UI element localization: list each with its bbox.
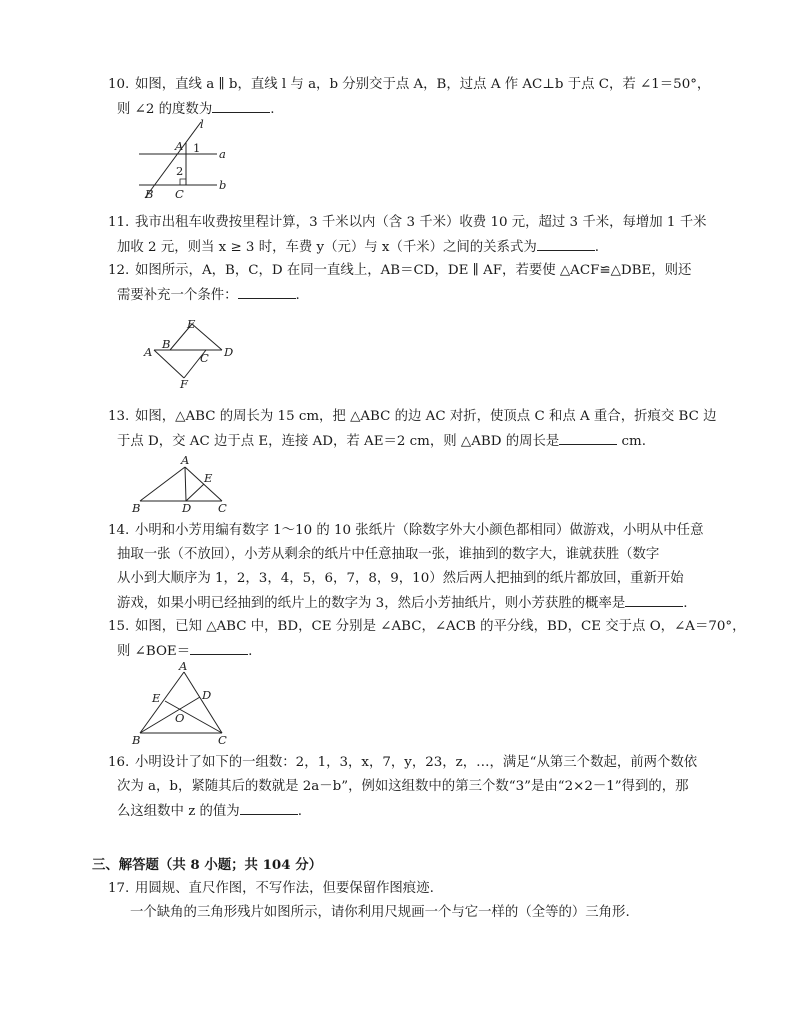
q10-label-2: 2 <box>176 164 184 178</box>
q11-line2: 加收 2 元，则当 x ≥ 3 时，车费 y（元）与 x（千米）之间的关系式为 . <box>117 240 600 255</box>
q14-line1: 小明和小芳用编有数字 1～10 的 10 张纸片（除数字外大小颜色都相同）做游戏，小明从中任意 <box>135 523 704 538</box>
q15-line2: 则 ∠BOE＝ . <box>117 644 253 659</box>
q14-number: 14. <box>108 523 130 538</box>
section-title: 三、解答题（共 8 小题；共 104 分） <box>92 857 322 873</box>
q17-line2: 一个缺角的三角形残片如图所示，请你利用尺规画一个与它一样的（全等的）三角形. <box>130 905 630 920</box>
q10-label-A: A <box>175 139 184 153</box>
q17-number: 17. <box>108 881 130 896</box>
q10-label-l: l <box>200 117 204 131</box>
q13-label-B: B <box>132 501 141 515</box>
q10-number: 10. <box>108 77 130 92</box>
q12-answer-blank <box>238 286 296 299</box>
q16-number: 16. <box>108 755 130 770</box>
q15-label-B: B <box>132 733 141 747</box>
q14-line3: 从小到大顺序为 1，2，3，4，5，6，7，8，9，10）然后两人把抽到的纸片都放回，重新开始 <box>117 571 684 586</box>
q16-line2: 次为 a，b，紧随其后的数就是 2a－b”，例如这组数中的第三个数“3”是由“2×2－1”得到的，那 <box>117 779 689 794</box>
q12-label-D: D <box>224 345 234 359</box>
q12-label-B: B <box>162 337 171 351</box>
q16-answer-blank <box>240 802 298 815</box>
q12-line1: 如图所示，A，B，C，D 在同一直线上，AB＝CD，DE ∥ AF，若要使 △ACF≌△DBE，则还 <box>135 263 692 278</box>
q12-label-E: E <box>187 317 196 331</box>
q10-label-b: b <box>219 178 227 192</box>
q13-label-D: D <box>182 501 192 515</box>
q11-line1: 我市出租车收费按里程计算，3 千米以内（含 3 千米）收费 10 元，超过 3 千米，每增加 1 千米 <box>135 215 707 230</box>
q14-line2: 抽取一张（不放回），小芳从剩余的纸片中任意抽取一张，谁抽到的数字大，谁就获胜（数字 <box>117 547 660 562</box>
q13-number: 13. <box>108 409 130 424</box>
q13-label-C: C <box>218 501 227 515</box>
q15-label-A: A <box>179 659 188 673</box>
q12-line2: 需要补充一个条件： . <box>117 288 300 303</box>
q13-line2: 于点 D，交 AC 边于点 E，连接 AD，若 AE＝2 cm，则 △ABD 的周长是 cm. <box>117 434 647 449</box>
q10-label-a: a <box>219 147 226 161</box>
q13-answer-blank <box>559 432 617 445</box>
q10-answer-blank <box>212 100 270 113</box>
q16-line3: 么这组数中 z 的值为 . <box>117 804 302 819</box>
q15-number: 15. <box>108 619 130 634</box>
q15-label-O: O <box>175 711 185 725</box>
q17-line1: 用圆规、直尺作图，不写作法，但要保留作图痕迹. <box>135 881 434 896</box>
q10-label-C: C <box>175 187 184 201</box>
q13-label-E: E <box>204 471 213 485</box>
q15-label-D: D <box>202 688 212 702</box>
q13-line1: 如图，△ABC 的周长为 15 cm，把 △ABC 的边 AC 对折，使顶点 C 和点 A 重合，折痕交 BC 边 <box>135 409 717 424</box>
q12-figure <box>140 316 240 391</box>
q15-label-C: C <box>218 733 227 747</box>
q11-number: 11. <box>108 215 130 230</box>
q11-answer-blank <box>537 238 595 251</box>
q12-label-A: A <box>144 345 153 359</box>
q14-line4: 游戏，如果小明已经抽到的纸片上的数字为 3，然后小芳抽纸片，则小芳获胜的概率是 . <box>117 596 688 611</box>
q15-label-E: E <box>152 691 161 705</box>
q12-number: 12. <box>108 263 130 278</box>
q10-line1: 如图，直线 a ∥ b，直线 l 与 a，b 分别交于点 A，B，过点 A 作 AC⊥b 于点 C，若 ∠1＝50°， <box>135 77 711 92</box>
q10-label-B: B <box>145 187 154 201</box>
q15-figure <box>130 660 240 746</box>
q10-figure <box>135 117 235 201</box>
q10-label-1: 1 <box>193 141 201 155</box>
q12-label-C: C <box>200 351 209 365</box>
q14-answer-blank <box>625 594 683 607</box>
q13-figure <box>130 454 240 516</box>
q16-line1: 小明设计了如下的一组数：2，1，3，x，7，y，23，z，…，满足“从第三个数起，前两个数依 <box>135 755 698 770</box>
q13-label-A: A <box>181 453 190 467</box>
q12-label-F: F <box>180 377 188 391</box>
q15-line1: 如图，已知 △ABC 中，BD，CE 分别是 ∠ABC，∠ACB 的平分线，BD，CE 交于点 O，∠A＝70°， <box>135 619 746 634</box>
q10-line2: 则 ∠2 的度数为 . <box>117 102 275 117</box>
q15-answer-blank <box>190 642 248 655</box>
